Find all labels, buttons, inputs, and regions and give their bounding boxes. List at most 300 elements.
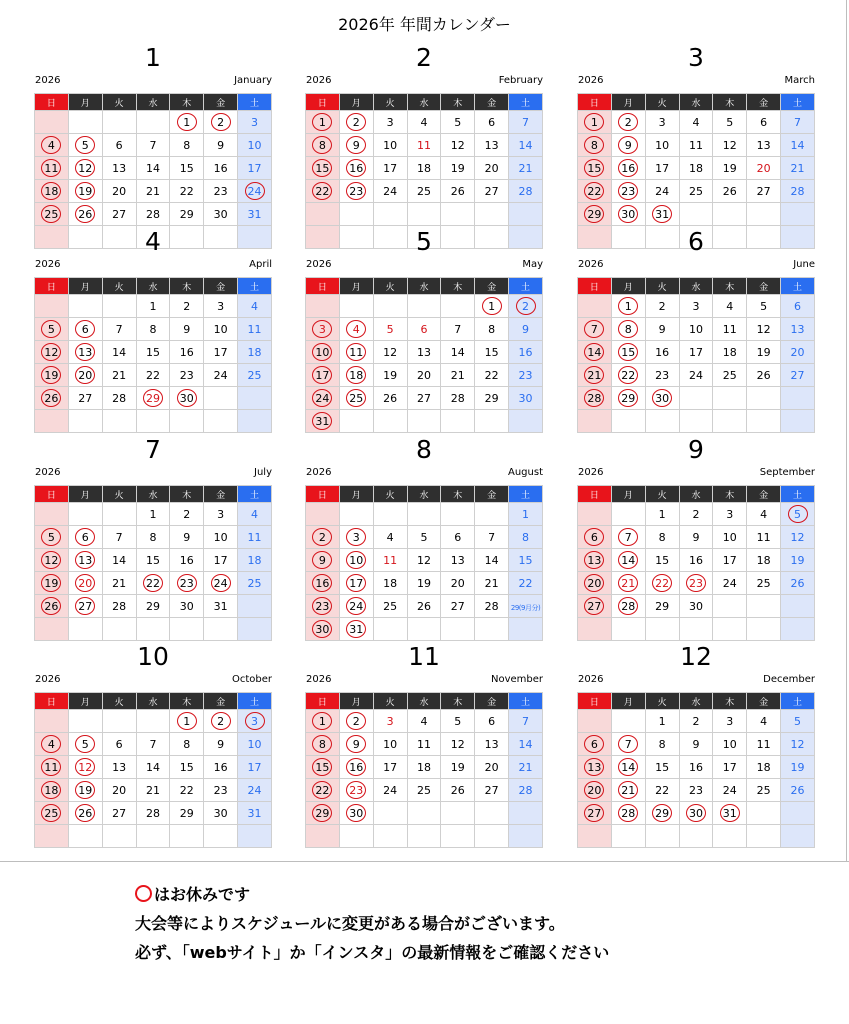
day-cell: 6 xyxy=(102,733,136,756)
day-cell xyxy=(578,549,612,572)
day-cell: 8 xyxy=(475,318,509,341)
month-header xyxy=(305,644,543,692)
day-cell: 19 xyxy=(441,157,475,180)
day-cell: 13 xyxy=(102,157,136,180)
month-table xyxy=(34,277,272,433)
footer-notice xyxy=(135,880,609,967)
day-cell xyxy=(306,387,340,410)
day-off-circle: 26 xyxy=(41,597,61,615)
week-row xyxy=(35,779,272,802)
day-cell: 8 xyxy=(136,526,170,549)
empty-cell xyxy=(747,618,781,641)
day-cell: 17 xyxy=(373,157,407,180)
weekday-header: 日 xyxy=(306,486,340,503)
day-off-circle: 22 xyxy=(312,781,332,799)
day-cell: 12 xyxy=(781,733,815,756)
empty-cell xyxy=(645,618,679,641)
week-row xyxy=(35,364,272,387)
week-row xyxy=(578,134,815,157)
day-cell xyxy=(339,779,373,802)
week-row xyxy=(578,526,815,549)
day-cell: 4 xyxy=(238,503,272,526)
day-cell: 19 xyxy=(747,341,781,364)
day-cell: 10 xyxy=(373,134,407,157)
day-off-circle: 25 xyxy=(41,205,61,223)
empty-cell xyxy=(102,410,136,433)
month-year: 2026 xyxy=(578,259,604,270)
day-off-circle: 27 xyxy=(75,597,95,615)
day-off-circle: 21 xyxy=(618,781,638,799)
empty-cell xyxy=(238,387,272,410)
empty-cell xyxy=(238,618,272,641)
day-cell: 12 xyxy=(373,341,407,364)
day-cell: 13 xyxy=(747,134,781,157)
week-row xyxy=(578,364,815,387)
day-cell: 27 xyxy=(475,779,509,802)
day-cell: 14 xyxy=(509,134,543,157)
empty-cell xyxy=(35,111,69,134)
day-cell: 19 xyxy=(441,756,475,779)
day-cell xyxy=(611,779,645,802)
weekday-header: 水 xyxy=(679,278,713,295)
day-cell xyxy=(611,756,645,779)
day-cell xyxy=(339,595,373,618)
month-number: 12 xyxy=(680,642,712,671)
week-row xyxy=(35,387,272,410)
month-7 xyxy=(34,437,272,641)
day-off-circle: 1 xyxy=(618,297,638,315)
day-cell xyxy=(339,111,373,134)
day-cell xyxy=(306,364,340,387)
month-header xyxy=(305,45,543,93)
empty-cell xyxy=(441,503,475,526)
day-cell xyxy=(611,111,645,134)
day-off-circle: 20 xyxy=(584,574,604,592)
day-off-circle: 30 xyxy=(686,804,706,822)
day-cell: 21 xyxy=(102,364,136,387)
week-row xyxy=(306,387,543,410)
week-row xyxy=(578,203,815,226)
week-row xyxy=(35,295,272,318)
week-row xyxy=(306,595,543,618)
day-cell xyxy=(68,595,102,618)
day-off-circle: 5 xyxy=(75,735,95,753)
day-off-circle: 29 xyxy=(584,205,604,223)
month-name-en: April xyxy=(249,259,272,270)
day-cell xyxy=(204,572,238,595)
weekday-row xyxy=(578,94,815,111)
day-off-circle: 4 xyxy=(41,735,61,753)
weekday-header: 土 xyxy=(781,94,815,111)
day-off-circle: 1 xyxy=(482,297,502,315)
day-cell: 13 xyxy=(781,318,815,341)
day-off-circle: 16 xyxy=(346,159,366,177)
day-cell: 26 xyxy=(441,180,475,203)
day-cell: 25 xyxy=(747,779,781,802)
day-off-circle: 2 xyxy=(346,712,366,730)
day-cell: 6 xyxy=(747,111,781,134)
week-row xyxy=(578,295,815,318)
week-row xyxy=(35,618,272,641)
day-cell xyxy=(68,802,102,825)
day-off-circle: 24 xyxy=(312,389,332,407)
day-cell: 2 xyxy=(170,295,204,318)
empty-cell xyxy=(781,618,815,641)
day-off-circle: 3 xyxy=(346,528,366,546)
day-off-circle: 31 xyxy=(346,620,366,638)
month-year: 2026 xyxy=(35,259,61,270)
day-cell: 7 xyxy=(441,318,475,341)
day-cell: 30 xyxy=(204,203,238,226)
day-cell: 5 xyxy=(407,526,441,549)
weekday-header: 日 xyxy=(306,278,340,295)
day-cell xyxy=(306,410,340,433)
day-off-circle: 2 xyxy=(516,297,536,315)
day-cell: 12 xyxy=(713,134,747,157)
weekday-header: 木 xyxy=(713,693,747,710)
empty-cell xyxy=(373,295,407,318)
day-cell: 10 xyxy=(713,733,747,756)
day-cell: 12 xyxy=(407,549,441,572)
empty-cell xyxy=(441,295,475,318)
day-cell xyxy=(306,157,340,180)
month-name-en: June xyxy=(793,259,815,270)
day-cell: 25 xyxy=(407,180,441,203)
day-cell: 30 xyxy=(204,802,238,825)
month-year: 2026 xyxy=(578,467,604,478)
day-cell xyxy=(35,549,69,572)
day-off-circle: 20 xyxy=(584,781,604,799)
day-cell: 10 xyxy=(204,526,238,549)
week-row xyxy=(306,295,543,318)
day-cell: 20 xyxy=(475,756,509,779)
day-cell xyxy=(238,180,272,203)
empty-cell xyxy=(102,825,136,848)
week-row xyxy=(306,825,543,848)
weekday-header: 月 xyxy=(611,486,645,503)
day-cell: 19 xyxy=(713,157,747,180)
weekday-header: 土 xyxy=(238,486,272,503)
day-cell: 13 xyxy=(407,341,441,364)
day-cell xyxy=(35,526,69,549)
weekday-header: 火 xyxy=(645,278,679,295)
day-cell xyxy=(306,572,340,595)
empty-cell xyxy=(306,295,340,318)
day-cell: 28 xyxy=(475,595,509,618)
day-off-circle: 9 xyxy=(346,136,366,154)
day-cell xyxy=(339,549,373,572)
day-cell xyxy=(306,779,340,802)
day-cell xyxy=(339,157,373,180)
empty-cell xyxy=(441,410,475,433)
day-cell xyxy=(713,802,747,825)
month-number: 4 xyxy=(145,227,161,256)
day-cell xyxy=(781,503,815,526)
month-table xyxy=(305,277,543,433)
empty-cell xyxy=(747,595,781,618)
day-cell xyxy=(611,295,645,318)
day-off-circle: 11 xyxy=(346,343,366,361)
month-header xyxy=(34,45,272,93)
weekday-header: 月 xyxy=(611,693,645,710)
month-header xyxy=(577,437,815,485)
day-off-circle: 29 xyxy=(312,804,332,822)
day-off-circle: 2 xyxy=(211,113,231,131)
weekday-header: 土 xyxy=(509,278,543,295)
day-off-circle: 13 xyxy=(75,551,95,569)
weekday-header: 木 xyxy=(170,94,204,111)
empty-cell xyxy=(373,618,407,641)
day-cell xyxy=(339,710,373,733)
day-off-circle: 11 xyxy=(41,159,61,177)
day-cell: 23 xyxy=(204,180,238,203)
day-off-circle: 4 xyxy=(346,320,366,338)
day-cell: 8 xyxy=(509,526,543,549)
day-off-circle: 1 xyxy=(177,712,197,730)
day-cell: 15 xyxy=(509,549,543,572)
weekday-row xyxy=(578,278,815,295)
month-year: 2026 xyxy=(306,674,332,685)
day-cell: 5 xyxy=(441,111,475,134)
weekday-header: 月 xyxy=(339,693,373,710)
month-year: 2026 xyxy=(578,674,604,685)
day-cell xyxy=(35,364,69,387)
day-cell: 11 xyxy=(747,733,781,756)
empty-cell xyxy=(339,203,373,226)
empty-cell xyxy=(68,710,102,733)
month-table xyxy=(34,692,272,848)
day-cell xyxy=(611,733,645,756)
weekday-header: 金 xyxy=(747,278,781,295)
month-name-en: November xyxy=(490,674,543,685)
month-8 xyxy=(305,437,543,641)
weekday-row xyxy=(35,94,272,111)
day-off-circle: 13 xyxy=(584,551,604,569)
weekday-header: 水 xyxy=(679,94,713,111)
day-off-circle: 30 xyxy=(177,389,197,407)
day-cell: 18 xyxy=(407,157,441,180)
empty-cell xyxy=(475,802,509,825)
empty-cell xyxy=(68,111,102,134)
day-off-circle: 24 xyxy=(245,182,265,200)
empty-cell xyxy=(102,710,136,733)
day-cell xyxy=(611,387,645,410)
empty-cell xyxy=(509,203,543,226)
day-cell: 17 xyxy=(713,549,747,572)
day-cell: 14 xyxy=(136,157,170,180)
day-cell: 14 xyxy=(102,341,136,364)
empty-cell xyxy=(747,802,781,825)
week-row xyxy=(35,756,272,779)
footer-divider xyxy=(0,861,849,862)
day-cell: 16 xyxy=(645,341,679,364)
day-off-circle: 4 xyxy=(41,136,61,154)
month-header xyxy=(577,644,815,692)
week-row xyxy=(35,203,272,226)
day-cell: 27 xyxy=(747,180,781,203)
empty-cell xyxy=(645,410,679,433)
day-note: 29(9月分) xyxy=(510,603,541,612)
day-cell: 11 xyxy=(238,526,272,549)
day-cell: 9 xyxy=(645,318,679,341)
day-cell: 13 xyxy=(441,549,475,572)
day-cell: 16 xyxy=(204,157,238,180)
day-off-circle: 18 xyxy=(41,781,61,799)
empty-cell xyxy=(611,710,645,733)
month-year: 2026 xyxy=(35,467,61,478)
day-cell: 14 xyxy=(475,549,509,572)
day-off-circle: 8 xyxy=(312,136,332,154)
month-number: 8 xyxy=(416,435,432,464)
empty-cell xyxy=(611,825,645,848)
day-cell: 27 xyxy=(781,364,815,387)
day-off-circle: 12 xyxy=(41,343,61,361)
day-cell: 15 xyxy=(136,549,170,572)
day-off-circle: 6 xyxy=(75,528,95,546)
day-cell xyxy=(578,572,612,595)
day-cell: 9 xyxy=(679,733,713,756)
day-cell: 29 xyxy=(170,802,204,825)
empty-cell xyxy=(578,410,612,433)
empty-cell xyxy=(781,410,815,433)
empty-cell xyxy=(102,618,136,641)
day-cell: 7 xyxy=(136,134,170,157)
day-off-circle: 7 xyxy=(618,735,638,753)
month-table xyxy=(577,277,815,433)
month-year: 2026 xyxy=(306,75,332,86)
month-header xyxy=(305,437,543,485)
day-cell xyxy=(578,387,612,410)
weekday-header: 日 xyxy=(578,278,612,295)
day-off-circle: 19 xyxy=(41,574,61,592)
day-cell: 19 xyxy=(407,572,441,595)
weekday-header: 日 xyxy=(35,94,69,111)
empty-cell xyxy=(170,410,204,433)
empty-cell xyxy=(373,825,407,848)
empty-cell xyxy=(407,503,441,526)
day-cell xyxy=(578,756,612,779)
weekday-row xyxy=(306,693,543,710)
day-cell xyxy=(611,364,645,387)
weekday-header: 日 xyxy=(306,693,340,710)
weekday-header: 水 xyxy=(136,278,170,295)
day-cell xyxy=(68,134,102,157)
day-cell: 25 xyxy=(238,364,272,387)
day-cell xyxy=(35,203,69,226)
day-cell xyxy=(578,134,612,157)
day-off-circle: 15 xyxy=(618,343,638,361)
day-cell xyxy=(306,318,340,341)
day-cell: 6 xyxy=(475,111,509,134)
day-off-circle: 27 xyxy=(584,597,604,615)
day-cell: 4 xyxy=(713,295,747,318)
week-row xyxy=(306,756,543,779)
day-cell: 15 xyxy=(170,756,204,779)
day-cell: 17 xyxy=(645,157,679,180)
day-off-circle: 7 xyxy=(584,320,604,338)
day-cell xyxy=(68,318,102,341)
day-off-circle: 15 xyxy=(312,159,332,177)
month-name-en: March xyxy=(784,75,815,86)
day-cell: 11 xyxy=(713,318,747,341)
empty-cell xyxy=(68,503,102,526)
day-off-circle: 23 xyxy=(686,574,706,592)
day-cell: 20 xyxy=(441,572,475,595)
weekday-header: 日 xyxy=(578,94,612,111)
day-cell: 6 xyxy=(441,526,475,549)
day-cell xyxy=(578,318,612,341)
day-cell: 18 xyxy=(747,756,781,779)
week-row xyxy=(35,134,272,157)
empty-cell xyxy=(136,410,170,433)
week-row xyxy=(306,618,543,641)
day-cell: 6 xyxy=(407,318,441,341)
weekday-header: 水 xyxy=(679,693,713,710)
empty-cell xyxy=(238,825,272,848)
day-off-circle: 22 xyxy=(618,366,638,384)
empty-cell xyxy=(713,618,747,641)
day-cell: 11 xyxy=(747,526,781,549)
day-off-circle: 22 xyxy=(312,182,332,200)
day-cell xyxy=(611,341,645,364)
day-cell: 25 xyxy=(713,364,747,387)
day-cell: 10 xyxy=(713,526,747,549)
day-cell: 27 xyxy=(102,203,136,226)
month-header xyxy=(34,229,272,277)
day-cell xyxy=(578,364,612,387)
day-off-circle: 13 xyxy=(584,758,604,776)
day-off-circle: 1 xyxy=(584,113,604,131)
weekday-header: 金 xyxy=(204,486,238,503)
day-cell xyxy=(611,549,645,572)
day-cell: 9 xyxy=(170,526,204,549)
day-off-circle: 19 xyxy=(41,366,61,384)
day-cell: 28 xyxy=(509,779,543,802)
day-cell xyxy=(339,802,373,825)
empty-cell xyxy=(238,595,272,618)
day-cell: 2 xyxy=(645,295,679,318)
day-off-circle: 2 xyxy=(346,113,366,131)
day-cell xyxy=(170,387,204,410)
empty-cell xyxy=(35,410,69,433)
empty-cell xyxy=(679,825,713,848)
day-cell: 21 xyxy=(136,779,170,802)
day-off-circle: 12 xyxy=(41,551,61,569)
weekday-header: 土 xyxy=(509,94,543,111)
day-cell xyxy=(611,134,645,157)
empty-cell xyxy=(170,825,204,848)
day-cell: 7 xyxy=(509,710,543,733)
empty-cell xyxy=(306,503,340,526)
day-cell: 3 xyxy=(645,111,679,134)
month-year: 2026 xyxy=(35,75,61,86)
empty-cell xyxy=(645,825,679,848)
day-off-circle: 18 xyxy=(41,182,61,200)
empty-cell xyxy=(339,410,373,433)
day-cell: 14 xyxy=(781,134,815,157)
day-cell: 28 xyxy=(781,180,815,203)
day-cell xyxy=(170,572,204,595)
day-off-circle: 13 xyxy=(75,343,95,361)
day-cell xyxy=(136,572,170,595)
day-cell: 28 xyxy=(509,180,543,203)
empty-cell xyxy=(713,595,747,618)
day-cell: 19 xyxy=(781,756,815,779)
day-cell: 18 xyxy=(373,572,407,595)
day-cell: 3 xyxy=(373,111,407,134)
empty-cell xyxy=(136,618,170,641)
day-cell: 3 xyxy=(204,503,238,526)
